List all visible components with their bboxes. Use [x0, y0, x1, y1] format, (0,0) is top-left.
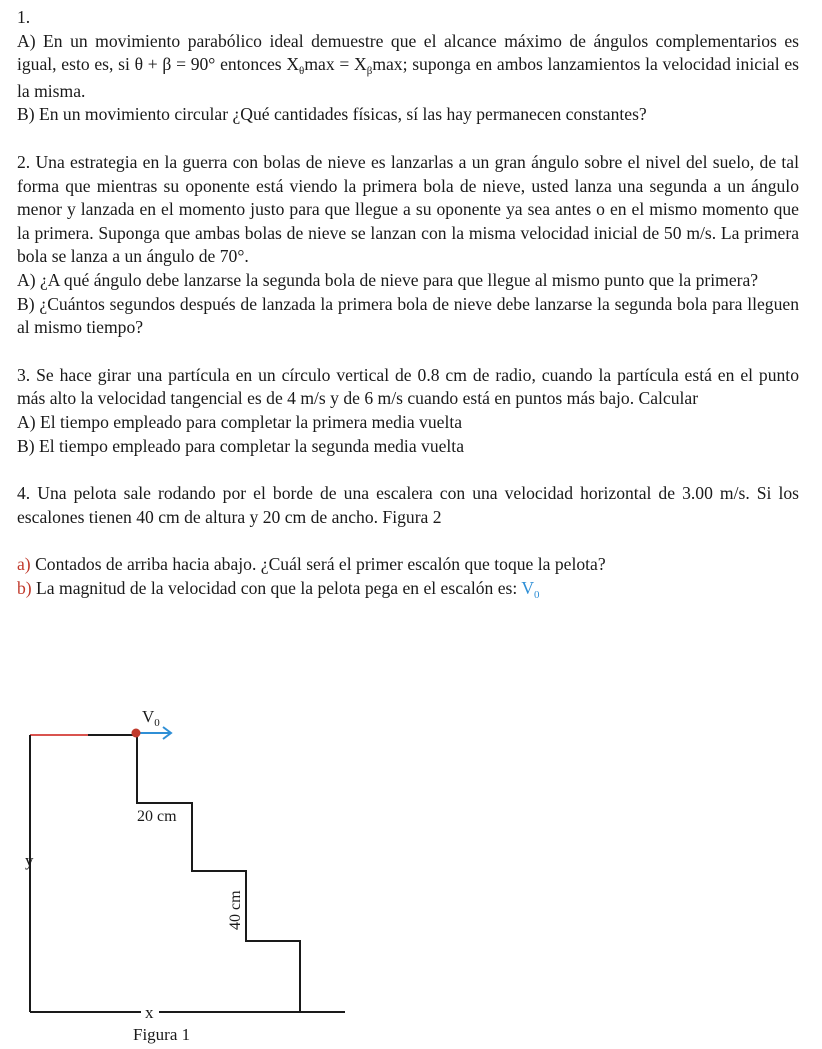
problem-4b-text: La magnitud de la velocidad con que la pelota pega en el escalón es: — [31, 577, 522, 598]
subscript-theta: θ — [299, 65, 305, 78]
problem-4a-label: a) — [17, 554, 31, 575]
problem-2-text: 2. Una estrategia en la guerra con bolas de nieve es lanzarlas a un gran ángulo sobre el nivel del suelo, de tal forma que mientras su oponente está viendo la primera bola de nieve, usted lanza una segunda a un ángulo menor y lanzada en el momento justo para que llegue a su oponente ya sea antes o en el mismo momento que la primera. Suponga que ambas bolas de nieve se lanzan con la misma velocidad inicial de 50 m/s. La primera bola se lanza a un ángulo de 70°. — [17, 151, 799, 267]
ball — [132, 729, 141, 738]
problem-4a-text: Contados de arriba hacia abajo. ¿Cuál será el primer escalón que toque la pelota? — [30, 554, 606, 575]
problem-1b: B) En un movimiento circular ¿Qué cantidades físicas, sí las hay permanecen constantes? — [17, 104, 647, 125]
step-width-label: 20 cm — [137, 808, 177, 825]
problem-4b-label: b) — [17, 577, 32, 598]
problem-3b: B) El tiempo empleado para completar la segunda media vuelta — [17, 435, 465, 456]
problem-1a-end: max; suponga en ambos lanzamientos la velocidad inicial es la misma. — [17, 54, 799, 101]
step-height-label: 40 cm — [227, 890, 244, 930]
problem-2b: B) ¿Cuántos segundos después de lanzada la primera bola de nieve debe lanzarse la segunda bola para lleguen al mismo tiempo? — [17, 293, 799, 338]
document — [17, 6, 799, 603]
x-axis-label: x — [145, 1003, 154, 1022]
problem-1a-text: A) En un movimiento parabólico ideal demuestre que el alcance máximo de ángulos complementarios es igual, esto es, si θ + β = 90° entonces X — [17, 30, 799, 75]
problem-1a — [17, 30, 799, 104]
problem-4-text: 4. Una pelota sale rodando por el borde de una escalera con una velocidad horizontal de 3.00 m/s. Si los escalones tienen 40 cm de altura y 20 cm de ancho. Figura 2 — [17, 483, 799, 527]
subscript-beta: β — [366, 65, 373, 78]
y-axis-label: y — [25, 851, 34, 870]
problem-4a — [17, 553, 799, 577]
problem-4b — [17, 577, 799, 604]
problem-4b-v: V — [521, 577, 535, 598]
v0-label: $V_0$ — [142, 707, 160, 729]
problem-2a: A) ¿A qué ángulo debe lanzarse la segunda bola de nieve para que llegue al mismo punto que la primera? — [17, 269, 759, 290]
problem-4b-v-sub: 0 — [534, 588, 540, 601]
staircase-steps — [137, 735, 300, 1012]
problem-1a-mid: max = X — [304, 54, 367, 75]
problem-1-number: 1. — [17, 7, 31, 27]
staircase-figure — [0, 700, 400, 1049]
problem-3a: A) El tiempo empleado para completar la primera media vuelta — [17, 411, 463, 432]
problem-3-text: 3. Se hace girar una partícula en un círculo vertical de 0.8 cm de radio, cuando la partícula está en el punto más alto la velocidad tangencial es de 4 m/s y de 6 m/s cuando está en puntos más bajo. Calcular — [17, 364, 799, 409]
figure-caption: Figura 1 — [133, 1025, 191, 1044]
